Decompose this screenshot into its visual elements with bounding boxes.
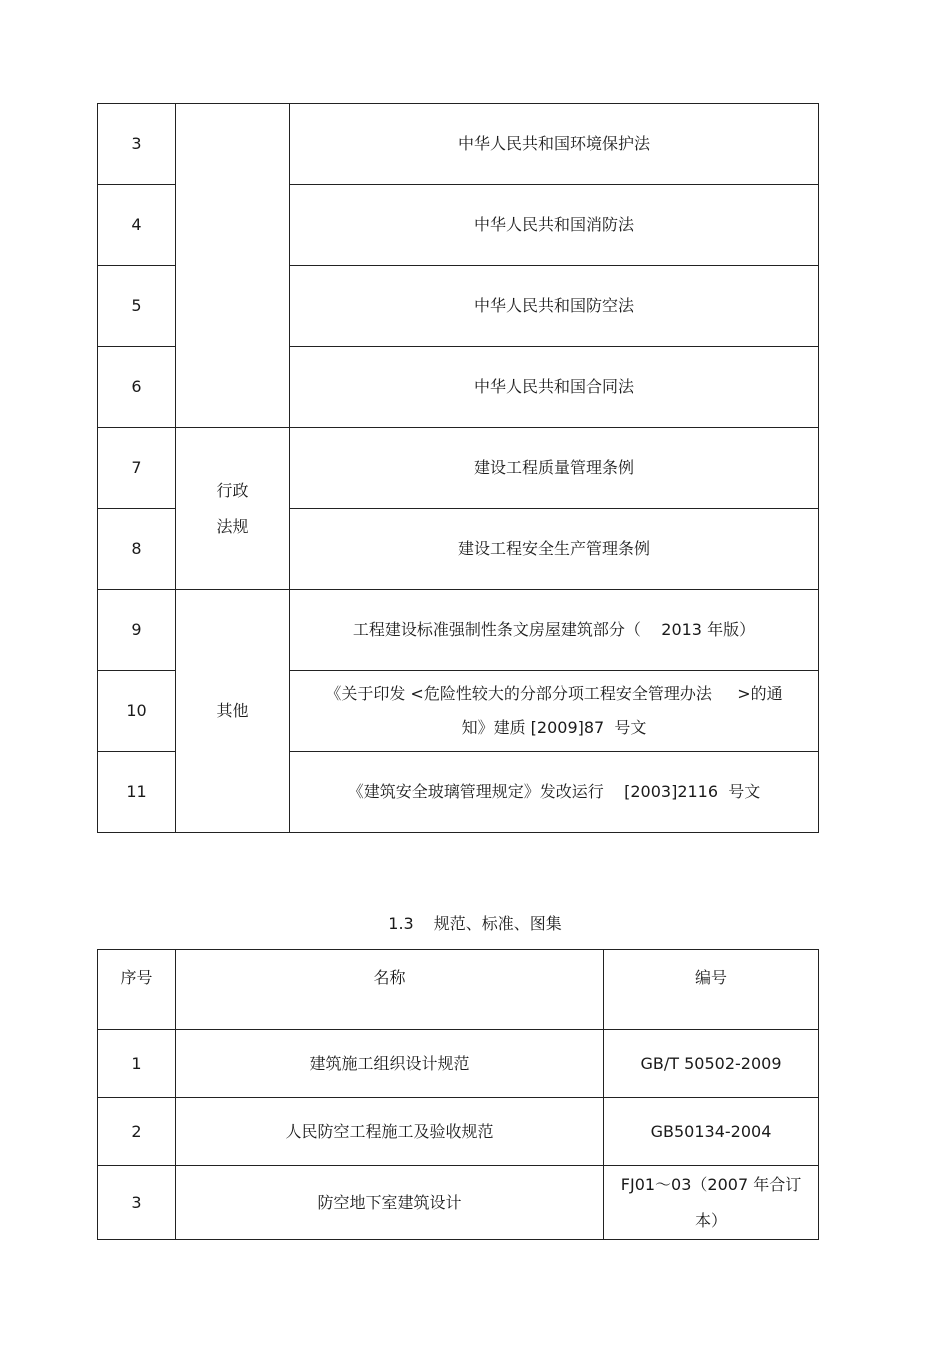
row-number: 6 <box>98 347 176 428</box>
standard-code: GB50134-2004 <box>604 1098 819 1166</box>
standard-code-line1: FJ01～03（2007 年合订 <box>620 1174 802 1194</box>
header-code: 编号 <box>604 950 819 1030</box>
document-name <box>290 671 819 752</box>
row-number: 5 <box>98 266 176 347</box>
law-name: 中华人民共和国环境保护法 <box>290 104 819 185</box>
law-name: 中华人民共和国合同法 <box>290 347 819 428</box>
header-name: 名称 <box>176 950 604 1030</box>
header-no: 序号 <box>98 950 176 1030</box>
row-number: 1 <box>98 1030 176 1098</box>
row-number: 10 <box>98 671 176 752</box>
category-label-line1: 行政 <box>216 480 249 500</box>
standard-name: 人民防空工程施工及验收规范 <box>176 1098 604 1166</box>
section-heading <box>0 912 950 936</box>
row-number: 3 <box>98 104 176 185</box>
table-row <box>98 104 819 185</box>
table-row <box>98 1030 819 1098</box>
laws-regulations-table <box>97 103 819 833</box>
standards-table <box>97 949 819 1240</box>
standard-code-line2: 本） <box>694 1210 727 1230</box>
standard-name: 建筑施工组织设计规范 <box>176 1030 604 1098</box>
document-name: 工程建设标准强制性条文房屋建筑部分（ 2013 年版） <box>290 590 819 671</box>
row-number: 11 <box>98 752 176 833</box>
row-number: 8 <box>98 509 176 590</box>
table-row <box>98 1166 819 1240</box>
table-row <box>98 1098 819 1166</box>
document-name-line2: 知》建质 [2009]87 号文 <box>461 718 647 737</box>
row-number: 2 <box>98 1098 176 1166</box>
section-title: 规范、标准、图集 <box>433 914 562 933</box>
regulation-name: 建设工程质量管理条例 <box>290 428 819 509</box>
category-cell-other: 其他 <box>176 590 290 833</box>
standard-name: 防空地下室建筑设计 <box>176 1166 604 1240</box>
row-number: 7 <box>98 428 176 509</box>
law-name: 中华人民共和国消防法 <box>290 185 819 266</box>
category-cell-admin-regulations <box>176 428 290 590</box>
table-row <box>98 590 819 671</box>
standard-code <box>604 1166 819 1240</box>
table-header-row <box>98 950 819 1030</box>
document-name: 《建筑安全玻璃管理规定》发改运行 [2003]2116 号文 <box>290 752 819 833</box>
category-cell-laws <box>176 104 290 428</box>
row-number: 9 <box>98 590 176 671</box>
table-row <box>98 428 819 509</box>
regulation-name: 建设工程安全生产管理条例 <box>290 509 819 590</box>
row-number: 4 <box>98 185 176 266</box>
category-label-line2: 法规 <box>216 516 249 536</box>
standard-code: GB/T 50502-2009 <box>604 1030 819 1098</box>
row-number: 3 <box>98 1166 176 1240</box>
section-number: 1.3 <box>388 914 414 933</box>
document-name-line1: 《关于印发 <危险性较大的分部分项工程安全管理办法 >的通 <box>325 684 783 703</box>
law-name: 中华人民共和国防空法 <box>290 266 819 347</box>
